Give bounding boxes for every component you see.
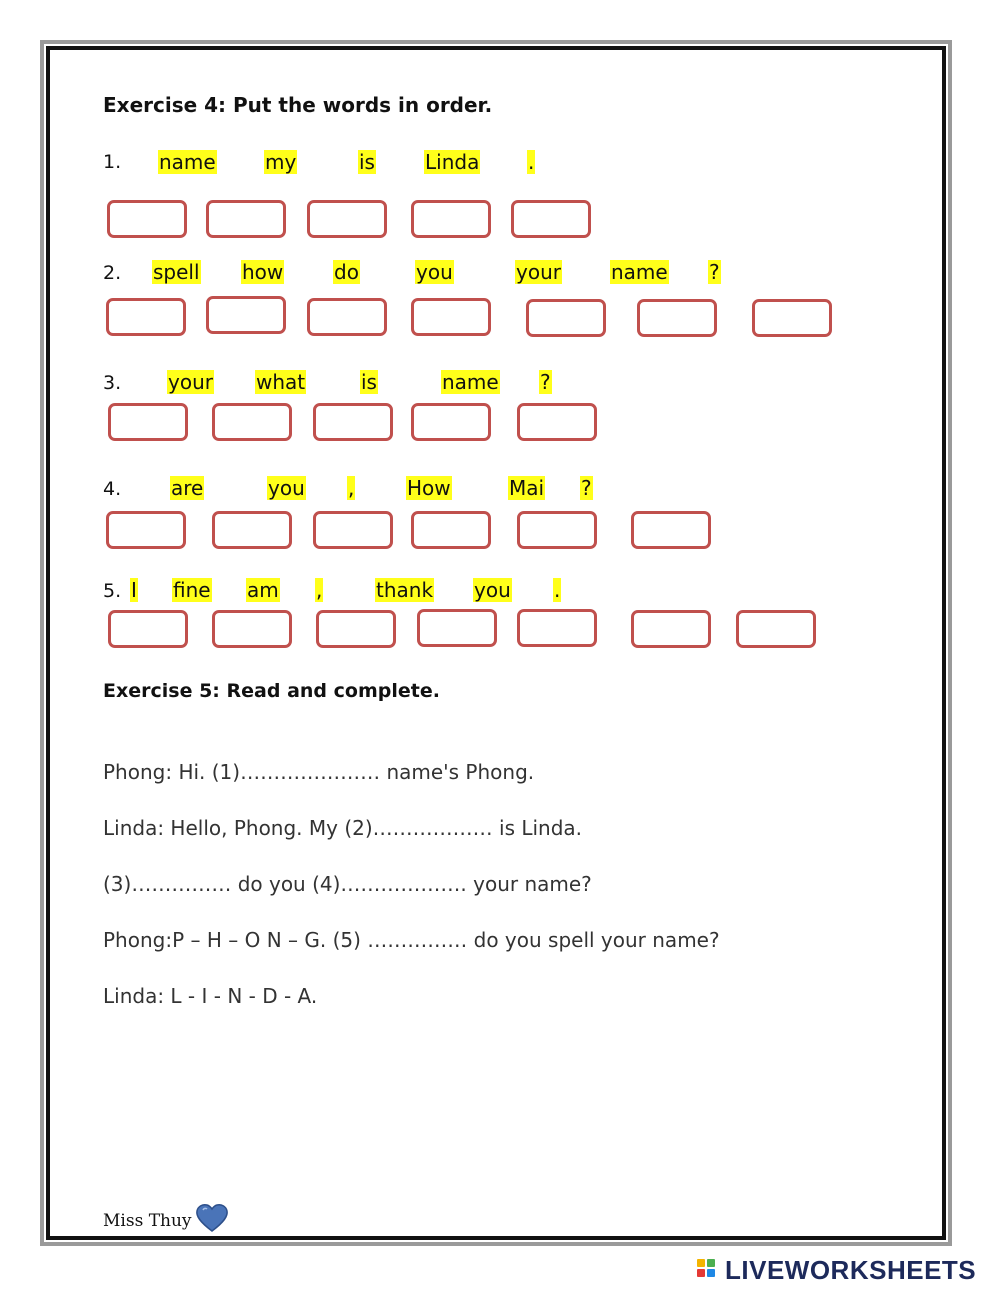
answer-box[interactable] [107,200,187,238]
word-chip[interactable]: you [268,476,305,500]
answer-box[interactable] [411,511,491,549]
answer-box[interactable] [313,511,393,549]
word-chip[interactable]: are [171,476,204,500]
word-chip[interactable]: my [265,150,297,174]
word-chip[interactable]: name [442,370,499,394]
word-chip[interactable]: your [516,260,561,284]
word-chip[interactable]: is [361,370,377,394]
answer-box[interactable] [316,610,396,648]
question-5-number: 5. [103,580,122,602]
exercise4-title: Exercise 4: Put the words in order. [103,93,493,117]
answer-box[interactable] [411,403,491,441]
answer-box[interactable] [411,298,491,336]
answer-box[interactable] [511,200,591,238]
answer-box[interactable] [106,298,186,336]
dialogue-line-3: (3)…………… do you (4)………………. your name? [103,872,592,896]
word-chip[interactable]: is [359,150,375,174]
word-chip[interactable]: Mai [509,476,545,500]
answer-box[interactable] [517,403,597,441]
question-1-number: 1. [103,151,122,173]
word-chip[interactable]: ? [709,260,720,284]
word-chip[interactable]: you [416,260,453,284]
word-chip[interactable]: am [247,578,279,602]
dialogue-line-5: Linda: L - I - N - D - A. [103,984,318,1008]
word-chip[interactable]: your [168,370,213,394]
word-chip[interactable]: name [159,150,216,174]
answer-box[interactable] [736,610,816,648]
word-chip[interactable]: spell [153,260,200,284]
word-chip[interactable]: ? [581,476,592,500]
dialogue-line-1: Phong: Hi. (1)………………… name's Phong. [103,760,535,784]
answer-box[interactable] [108,610,188,648]
answer-box[interactable] [307,298,387,336]
liveworksheets-brand[interactable]: LIVEWORKSHEETS [725,1255,977,1285]
answer-box[interactable] [212,610,292,648]
word-chip[interactable]: name [611,260,668,284]
word-chip[interactable]: ? [540,370,551,394]
dialogue-line-4: Phong:P – H – O N – G. (5) …………… do you spell your name? [103,928,720,952]
answer-box[interactable] [106,511,186,549]
word-chip[interactable]: fine [173,578,211,602]
answer-box[interactable] [307,200,387,238]
question-2-number: 2. [103,262,122,284]
answer-box[interactable] [212,511,292,549]
answer-box[interactable] [206,296,286,334]
answer-box[interactable] [631,511,711,549]
answer-box[interactable] [517,609,597,647]
answer-box[interactable] [108,403,188,441]
word-chip[interactable]: what [256,370,306,394]
question-4-number: 4. [103,478,122,500]
word-chip[interactable]: , [316,578,323,602]
answer-box[interactable] [526,299,606,337]
word-chip[interactable]: thank [376,578,434,602]
answer-box[interactable] [313,403,393,441]
word-chip[interactable]: how [242,260,284,284]
heart-icon [195,1203,229,1233]
answer-box[interactable] [752,299,832,337]
answer-box[interactable] [417,609,497,647]
word-chip[interactable]: I [131,578,137,602]
answer-box[interactable] [212,403,292,441]
word-chip[interactable]: you [474,578,511,602]
signature: Miss Thuy [103,1211,192,1231]
answer-box[interactable] [517,511,597,549]
liveworksheets-logo-icon [697,1259,721,1283]
word-chip[interactable]: Linda [425,150,480,174]
exercise5-title: Exercise 5: Read and complete. [103,680,440,702]
dialogue-line-2: Linda: Hello, Phong. My (2)……………… is Linda. [103,816,583,840]
answer-box[interactable] [631,610,711,648]
word-chip[interactable]: . [554,578,561,602]
word-chip[interactable]: do [334,260,359,284]
answer-box[interactable] [206,200,286,238]
question-3-number: 3. [103,372,122,394]
word-chip[interactable]: . [528,150,535,174]
answer-box[interactable] [637,299,717,337]
answer-box[interactable] [411,200,491,238]
word-chip[interactable]: , [348,476,355,500]
word-chip[interactable]: How [407,476,451,500]
